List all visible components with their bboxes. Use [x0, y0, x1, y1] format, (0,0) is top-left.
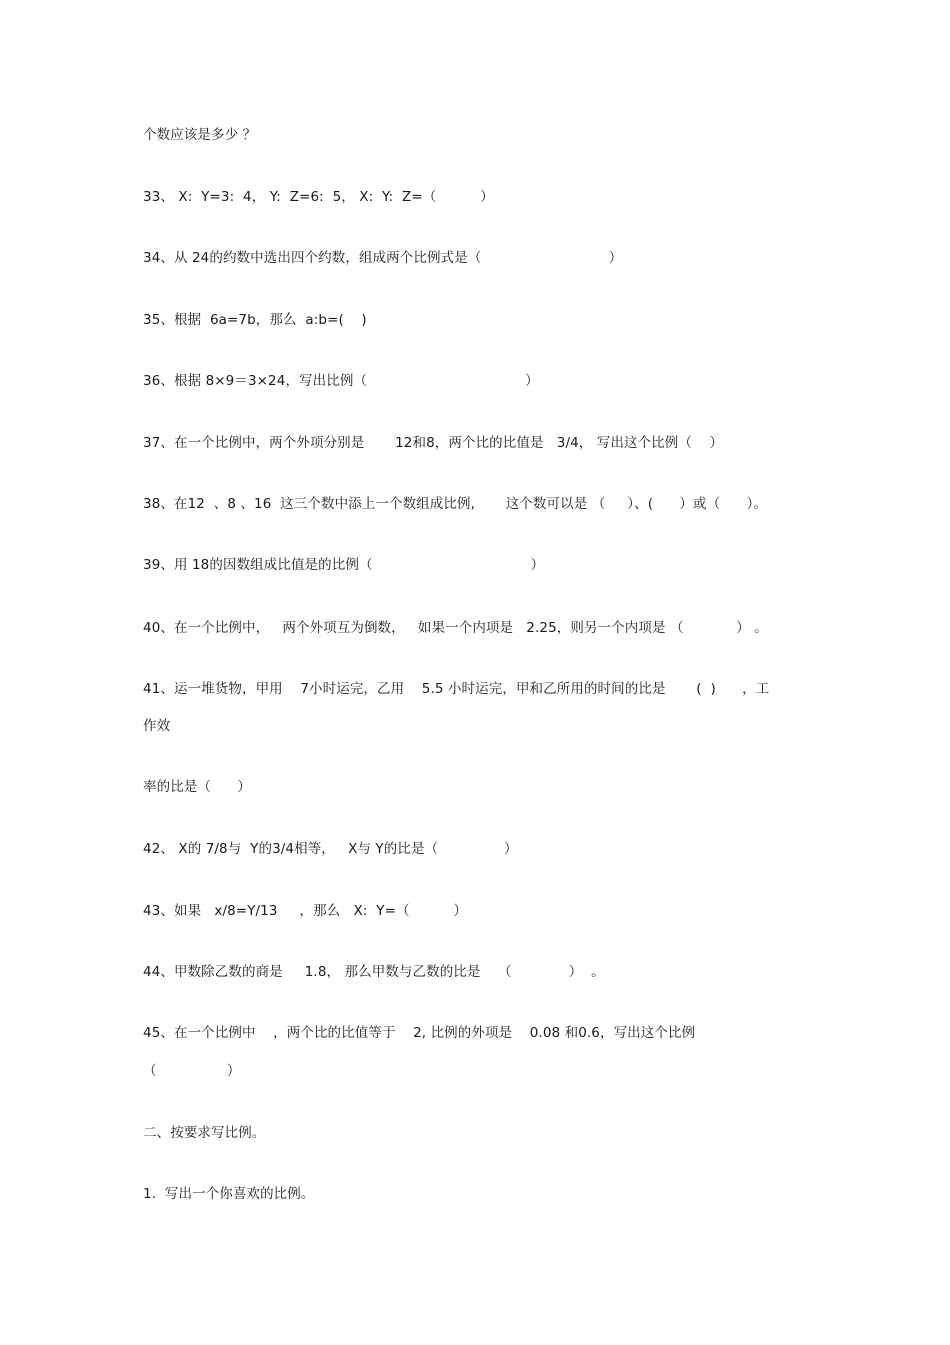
question-43: 43、如果 x/8=Y/13 ，那么 X: Y=（ ）: [143, 903, 468, 919]
question-41-line3: 率的比是（ ）: [143, 779, 251, 795]
question-42: 42、 X的 7/8与 Y的3/4相等， X与 Y的比是（ ）: [143, 841, 518, 857]
section-2-heading: 二、按要求写比例。: [143, 1125, 266, 1141]
question-41-line1: 41、运一堆货物，甲用 7小时运完，乙用 5.5 小时运完，甲和乙所用的时间的比是 ( ) ，工: [143, 681, 770, 697]
section-2-question-1: 1. 写出一个你喜欢的比例。: [143, 1186, 315, 1202]
question-33: 33、 X: Y=3: 4， Y: Z=6: 5， X: Y: Z=（ ）: [143, 189, 494, 205]
question-45-line2: （ ）: [143, 1063, 241, 1079]
question-41-line2: 作效: [143, 718, 171, 734]
question-44: 44、甲数除乙数的商是 1.8， 那么甲数与乙数的比是 （ ） 。: [143, 964, 605, 980]
question-45-line1: 45、在一个比例中 ，两个比的比值等于 2, 比例的外项是 0.08 和0.6，写出这个比例: [143, 1025, 696, 1041]
question-34: 34、从 24的约数中选出四个约数，组成两个比例式是（ ）: [143, 250, 623, 266]
question-36: 36、根据 8×9＝3×24，写出比例（ ）: [143, 373, 539, 389]
question-39: 39、用 18的因数组成比值是的比例（ ）: [143, 557, 545, 573]
question-40: 40、在一个比例中， 两个外项互为倒数， 如果一个内项是 2.25，则另一个内项是 （ ） 。: [143, 620, 768, 636]
question-35: 35、根据 6a=7b，那么 a:b=( ): [143, 312, 367, 328]
question-38: 38、在12 、8 、16 这三个数中添上一个数组成比例, 这个数可以是 （ ）、( ）或（ ）。: [143, 496, 768, 512]
question-37: 37、在一个比例中，两个外项分别是 12和8，两个比的比值是 3/4， 写出这个比例（ ）: [143, 435, 724, 451]
question-32-continuation: 个数应该是多少 ？: [143, 127, 257, 143]
